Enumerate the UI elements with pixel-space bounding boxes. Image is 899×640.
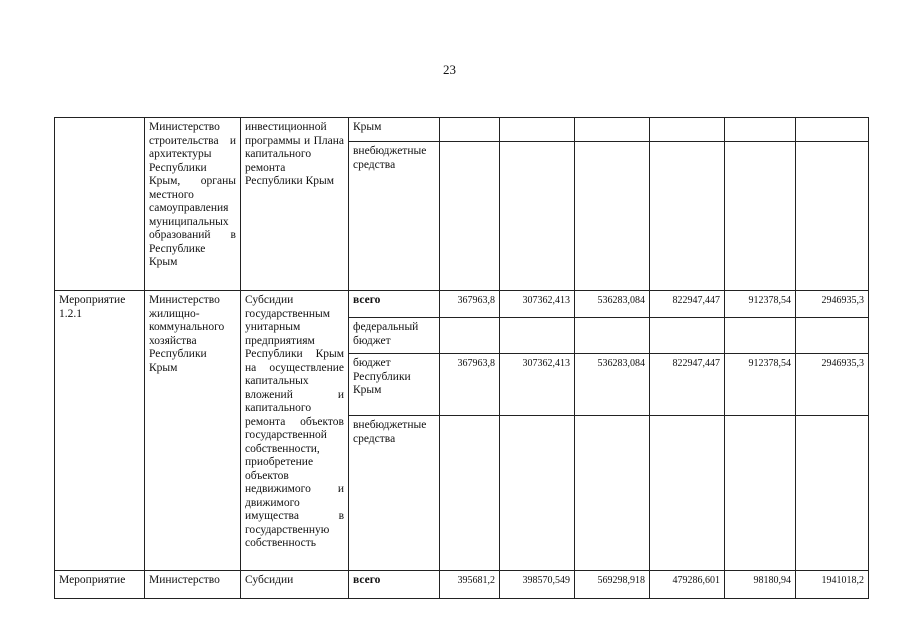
value-cell bbox=[575, 142, 650, 291]
value-cell bbox=[500, 318, 575, 354]
value-cell: 912378,54 bbox=[725, 354, 796, 416]
value-cell bbox=[440, 118, 500, 142]
event-cell: Мероприятие bbox=[55, 571, 145, 599]
value-cell: 569298,918 bbox=[575, 571, 650, 599]
value-cell bbox=[725, 416, 796, 571]
table-row bbox=[55, 118, 869, 142]
program-table bbox=[54, 117, 869, 599]
total-label: всего bbox=[353, 574, 381, 586]
value-cell: 536283,084 bbox=[575, 291, 650, 318]
value-cell bbox=[725, 318, 796, 354]
value-cell: 2946935,3 bbox=[796, 354, 869, 416]
value-cell: 367963,8 bbox=[440, 291, 500, 318]
description-cell: Субсидии государственным унитарным предприятиям Республики Крым на осуществление капитальных вложений и капитального ремонта объектов государственной собственности, приобретение объектов недвижимого и движимого имущества в государственную собственность bbox=[241, 291, 349, 571]
value-cell: 2946935,3 bbox=[796, 291, 869, 318]
value-cell bbox=[796, 318, 869, 354]
value-cell bbox=[575, 318, 650, 354]
value-cell bbox=[500, 118, 575, 142]
value-cell bbox=[796, 416, 869, 571]
value-cell: 395681,2 bbox=[440, 571, 500, 599]
total-label: всего bbox=[353, 294, 381, 306]
value-cell bbox=[725, 118, 796, 142]
responsible-cell: Министерство строительства и архитектуры Республики Крым, органы местного самоуправления муниципальных образований в Республике Крым bbox=[145, 118, 241, 291]
value-cell bbox=[650, 318, 725, 354]
value-cell bbox=[650, 142, 725, 291]
value-cell: 1941018,2 bbox=[796, 571, 869, 599]
table-row bbox=[55, 571, 869, 599]
value-cell: 536283,084 bbox=[575, 354, 650, 416]
value-cell: 98180,94 bbox=[725, 571, 796, 599]
value-cell bbox=[440, 318, 500, 354]
value-cell: 822947,447 bbox=[650, 354, 725, 416]
value-cell: 307362,413 bbox=[500, 291, 575, 318]
event-cell: Мероприятие 1.2.1 bbox=[55, 291, 145, 571]
page-number: 23 bbox=[443, 62, 456, 77]
event-cell bbox=[55, 118, 145, 291]
value-cell: 367963,8 bbox=[440, 354, 500, 416]
responsible-cell: Министерство bbox=[145, 571, 241, 599]
funding-source-cell bbox=[349, 571, 440, 599]
value-cell bbox=[796, 142, 869, 291]
value-cell bbox=[575, 416, 650, 571]
value-cell: 479286,601 bbox=[650, 571, 725, 599]
value-cell bbox=[575, 118, 650, 142]
table-row bbox=[55, 291, 869, 318]
funding-source-cell: Крым bbox=[349, 118, 440, 142]
value-cell bbox=[725, 142, 796, 291]
funding-source-cell bbox=[349, 291, 440, 318]
funding-source-cell: федеральный бюджет bbox=[349, 318, 440, 354]
description-cell: Субсидии bbox=[241, 571, 349, 599]
value-cell bbox=[440, 416, 500, 571]
value-cell bbox=[796, 118, 869, 142]
funding-source-cell: внебюджетные средства bbox=[349, 416, 440, 571]
funding-source-cell: внебюджетные средства bbox=[349, 142, 440, 291]
value-cell bbox=[440, 142, 500, 291]
value-cell: 307362,413 bbox=[500, 354, 575, 416]
value-cell: 912378,54 bbox=[725, 291, 796, 318]
value-cell bbox=[500, 416, 575, 571]
funding-source-cell: бюджет Республики Крым bbox=[349, 354, 440, 416]
value-cell: 822947,447 bbox=[650, 291, 725, 318]
value-cell bbox=[650, 416, 725, 571]
value-cell bbox=[650, 118, 725, 142]
description-cell: инвестиционной программы и Плана капитального ремонта Республики Крым bbox=[241, 118, 349, 291]
value-cell bbox=[500, 142, 575, 291]
responsible-cell: Министерство жилищно-коммунального хозяйства Республики Крым bbox=[145, 291, 241, 571]
value-cell: 398570,549 bbox=[500, 571, 575, 599]
